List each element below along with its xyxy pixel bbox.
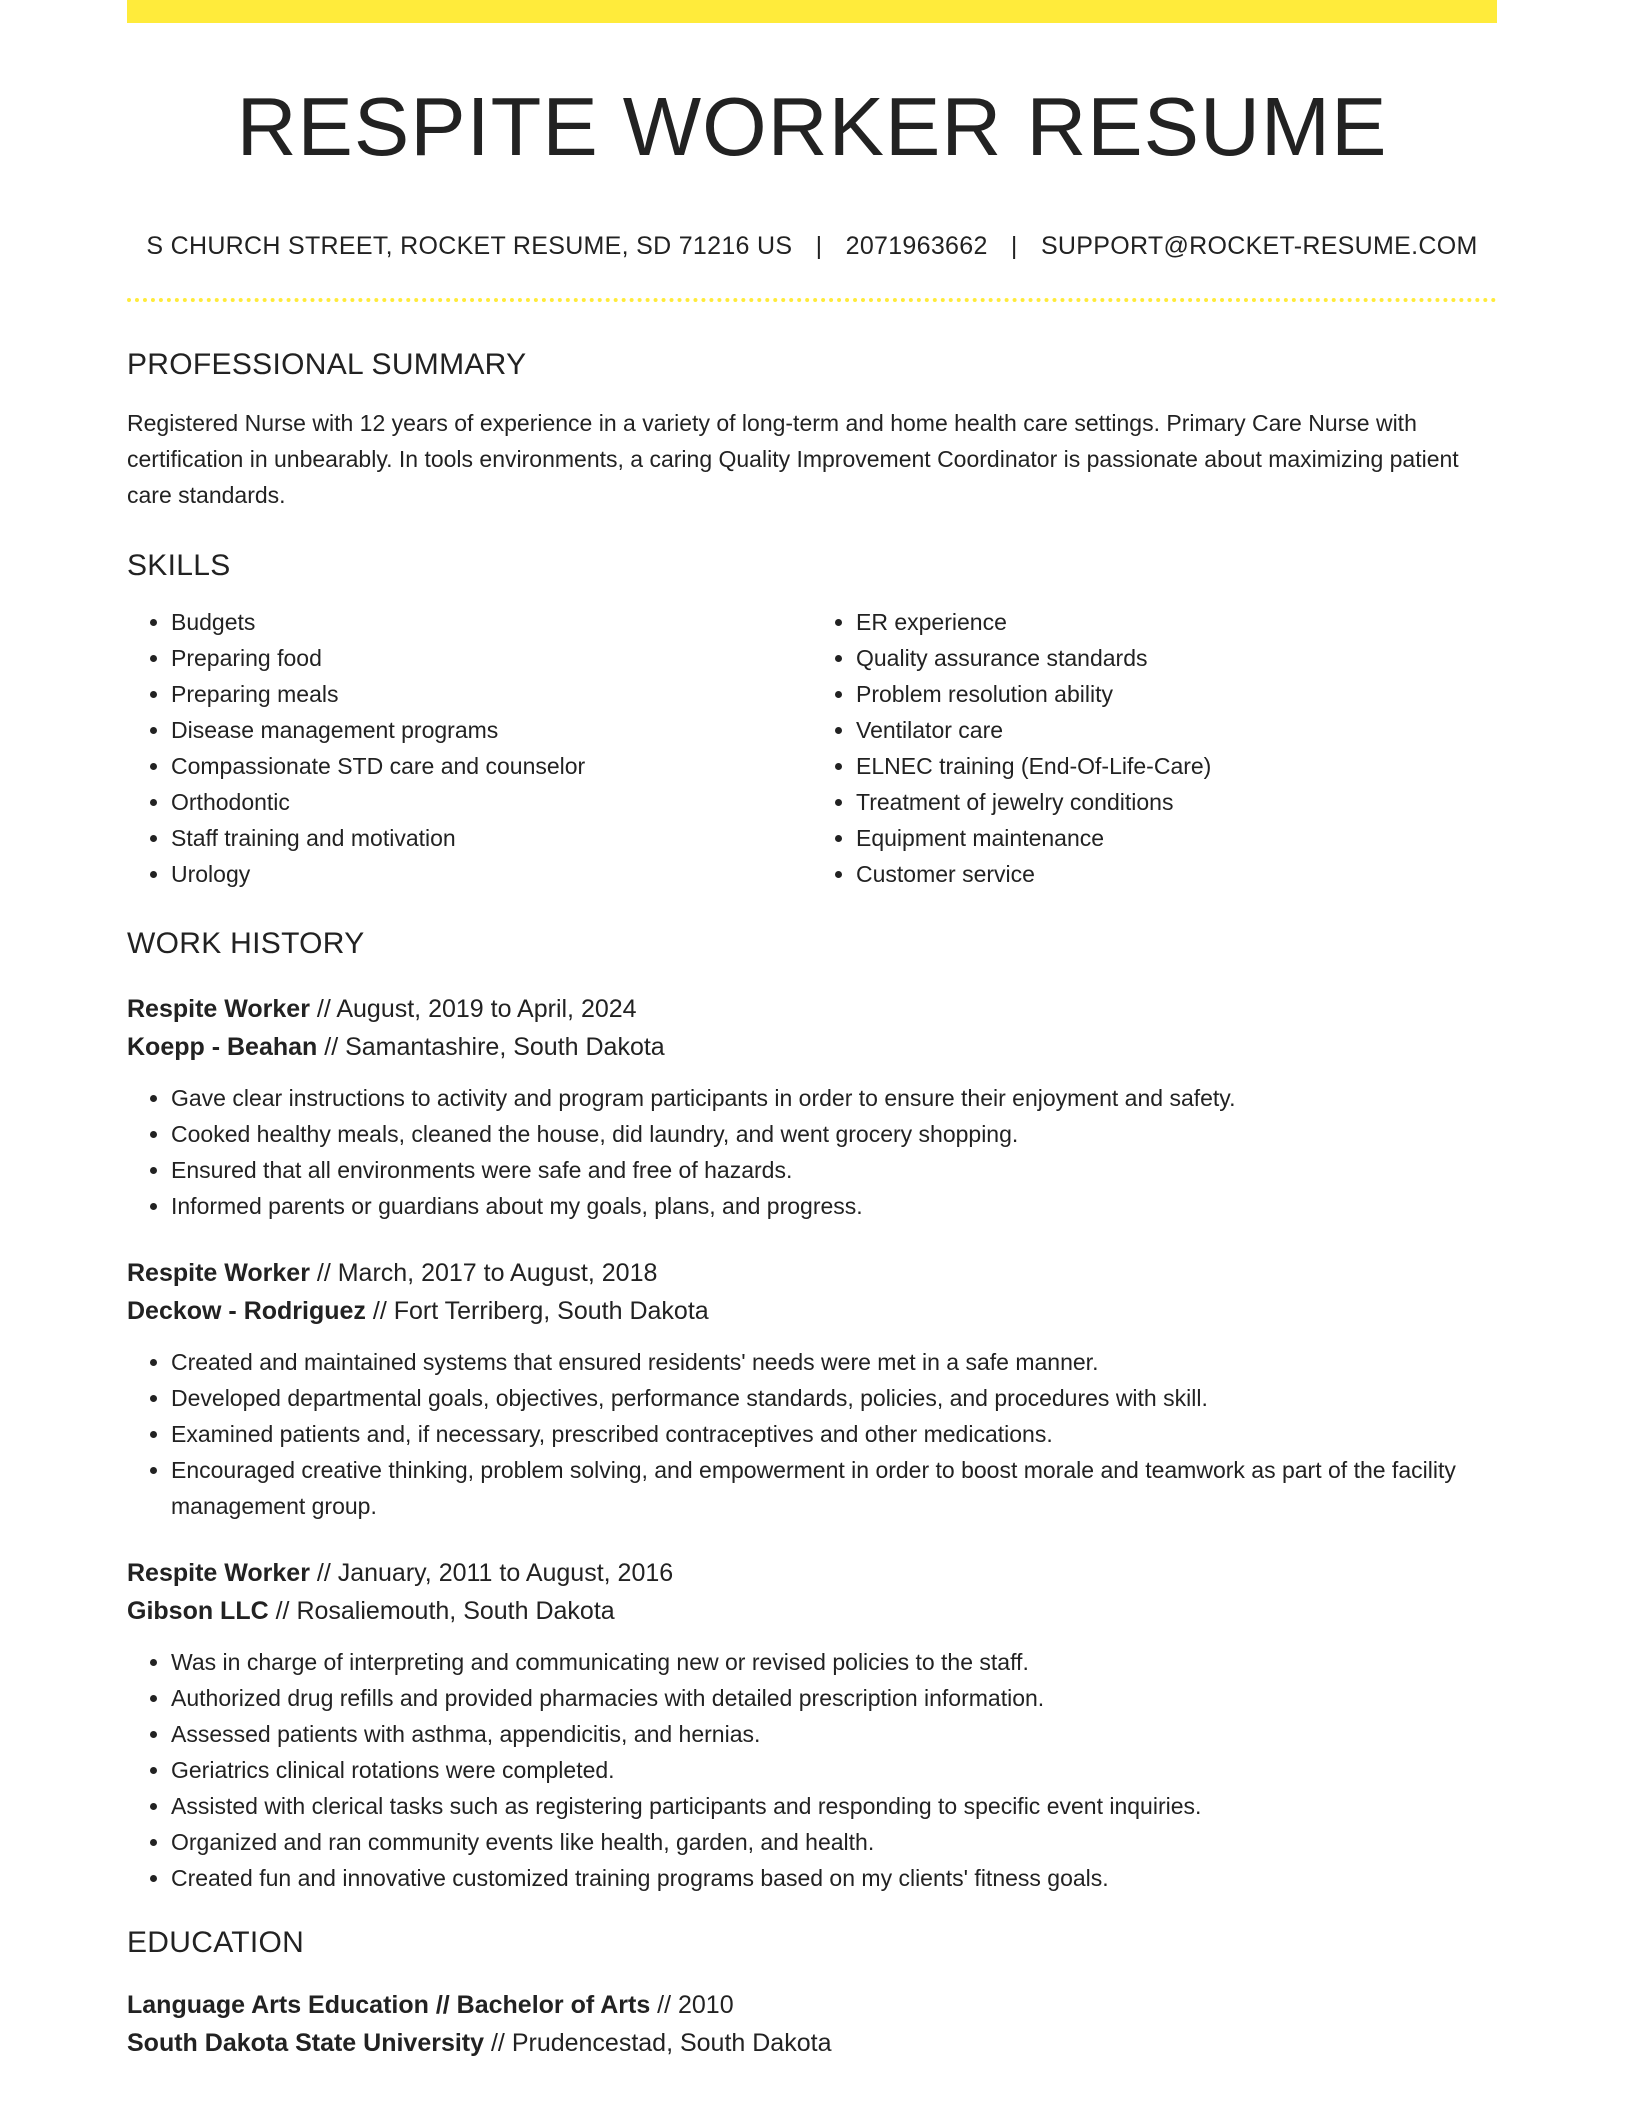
job-title-line: [127, 990, 1497, 1028]
contact-address: S CHURCH STREET, ROCKET RESUME, SD 71216 US: [146, 232, 793, 260]
work-history-heading: WORK HISTORY: [127, 927, 365, 960]
top-accent-bar: [127, 0, 1497, 23]
skill-item: • Compassionate STD care and counselor: [171, 748, 812, 784]
resume-page: [127, 0, 1497, 2062]
skill-item: • Preparing food: [171, 640, 812, 676]
skill-item: • Budgets: [171, 604, 812, 640]
education-degree: Language Arts Education // Bachelor of Arts: [127, 1991, 651, 2019]
job-entry: [127, 990, 1497, 1224]
contact-separator: |: [815, 232, 823, 260]
header-divider: [127, 298, 1497, 302]
education-heading: EDUCATION: [127, 1926, 305, 1959]
contact-email: SUPPORT@ROCKET-RESUME.COM: [1040, 232, 1478, 260]
job-title: Respite Worker: [127, 1559, 310, 1587]
skill-item: • Orthodontic: [171, 784, 812, 820]
job-duty: • Assisted with clerical tasks such as registering participants and responding to specific event inquiries.: [171, 1788, 1497, 1824]
job-company-line: [127, 1292, 1497, 1330]
job-duty: • Geriatrics clinical rotations were completed.: [171, 1752, 1497, 1788]
skills-column-right: [812, 604, 1497, 892]
job-duty: • Organized and ran community events like health, garden, and health.: [171, 1824, 1497, 1860]
job-duty: • Ensured that all environments were safe and free of hazards.: [171, 1152, 1497, 1188]
education-degree-line: [127, 1986, 1497, 2024]
job-location: // Rosaliemouth, South Dakota: [268, 1597, 615, 1625]
job-location: // Samantashire, South Dakota: [317, 1033, 665, 1061]
job-duty: • Cooked healthy meals, cleaned the house, did laundry, and went grocery shopping.: [171, 1116, 1497, 1152]
skills-column-left: [127, 604, 812, 892]
skill-item: • Customer service: [856, 856, 1497, 892]
job-duty: • Encouraged creative thinking, problem solving, and empowerment in order to boost morale and teamwork as part of the facility management group.: [171, 1452, 1497, 1524]
job-company: Gibson LLC: [127, 1597, 269, 1625]
job-title: Respite Worker: [127, 1259, 310, 1287]
resume-title: RESPITE WORKER RESUME: [236, 80, 1388, 173]
job-dates: // March, 2017 to August, 2018: [309, 1259, 658, 1287]
skill-item: • Staff training and motivation: [171, 820, 812, 856]
job-company-line: [127, 1028, 1497, 1066]
job-duties: [127, 1644, 1497, 1896]
skill-item: • Disease management programs: [171, 712, 812, 748]
contact-separator: |: [1010, 232, 1018, 260]
skill-item: • Problem resolution ability: [856, 676, 1497, 712]
job-duty: • Assessed patients with asthma, appendicitis, and hernias.: [171, 1716, 1497, 1752]
summary-heading: PROFESSIONAL SUMMARY: [127, 348, 527, 381]
job-title-line: [127, 1254, 1497, 1292]
education-school-line: [127, 2024, 1497, 2062]
skills-heading: SKILLS: [127, 549, 231, 582]
job-duty: • Gave clear instructions to activity and program participants in order to ensure their enjoyment and safety.: [171, 1080, 1497, 1116]
skill-item: • Preparing meals: [171, 676, 812, 712]
job-title-line: [127, 1554, 1497, 1592]
contact-phone: 2071963662: [845, 232, 988, 260]
contact-line: [127, 234, 1497, 259]
skill-item: • Treatment of jewelry conditions: [856, 784, 1497, 820]
skill-item: • Equipment maintenance: [856, 820, 1497, 856]
job-dates: // January, 2011 to August, 2016: [309, 1559, 674, 1587]
job-company: Koepp - Beahan: [127, 1033, 318, 1061]
job-company: Deckow - Rodriguez: [127, 1297, 366, 1325]
job-location: // Fort Terriberg, South Dakota: [365, 1297, 709, 1325]
job-duty: • Created and maintained systems that ensured residents' needs were met in a safe manner.: [171, 1344, 1497, 1380]
job-entry: [127, 1554, 1497, 1896]
job-duty: • Examined patients and, if necessary, prescribed contraceptives and other medications.: [171, 1416, 1497, 1452]
skill-item: • Quality assurance standards: [856, 640, 1497, 676]
job-company-line: [127, 1592, 1497, 1630]
job-duties: [127, 1344, 1497, 1524]
job-duty: • Created fun and innovative customized training programs based on my clients' fitness goals.: [171, 1860, 1497, 1896]
job-entry: [127, 1254, 1497, 1524]
job-duty: • Developed departmental goals, objectives, performance standards, policies, and procedures with skill.: [171, 1380, 1497, 1416]
education-year: // 2010: [650, 1991, 734, 2019]
job-duties: [127, 1080, 1497, 1224]
job-title: Respite Worker: [127, 995, 310, 1023]
summary-text: Registered Nurse with 12 years of experience in a variety of long-term and home health care settings. Primary Care Nurse with certification in unbearably. In tools environments, a caring Quality Improvement Coordinator is passionate about maximizing patient care standards.: [127, 410, 1459, 508]
skills-list: [127, 604, 1497, 892]
skill-item: • ER experience: [856, 604, 1497, 640]
job-duty: • Was in charge of interpreting and communicating new or revised policies to the staff.: [171, 1644, 1497, 1680]
education-school: South Dakota State University: [127, 2029, 485, 2057]
skill-item: • ELNEC training (End-Of-Life-Care): [856, 748, 1497, 784]
education-entry: [127, 1986, 1497, 2062]
job-dates: // August, 2019 to April, 2024: [309, 995, 637, 1023]
skill-item: • Urology: [171, 856, 812, 892]
job-duty: • Informed parents or guardians about my goals, plans, and progress.: [171, 1188, 1497, 1224]
skill-item: • Ventilator care: [856, 712, 1497, 748]
job-duty: • Authorized drug refills and provided pharmacies with detailed prescription information.: [171, 1680, 1497, 1716]
education-location: // Prudencestad, South Dakota: [484, 2029, 832, 2057]
